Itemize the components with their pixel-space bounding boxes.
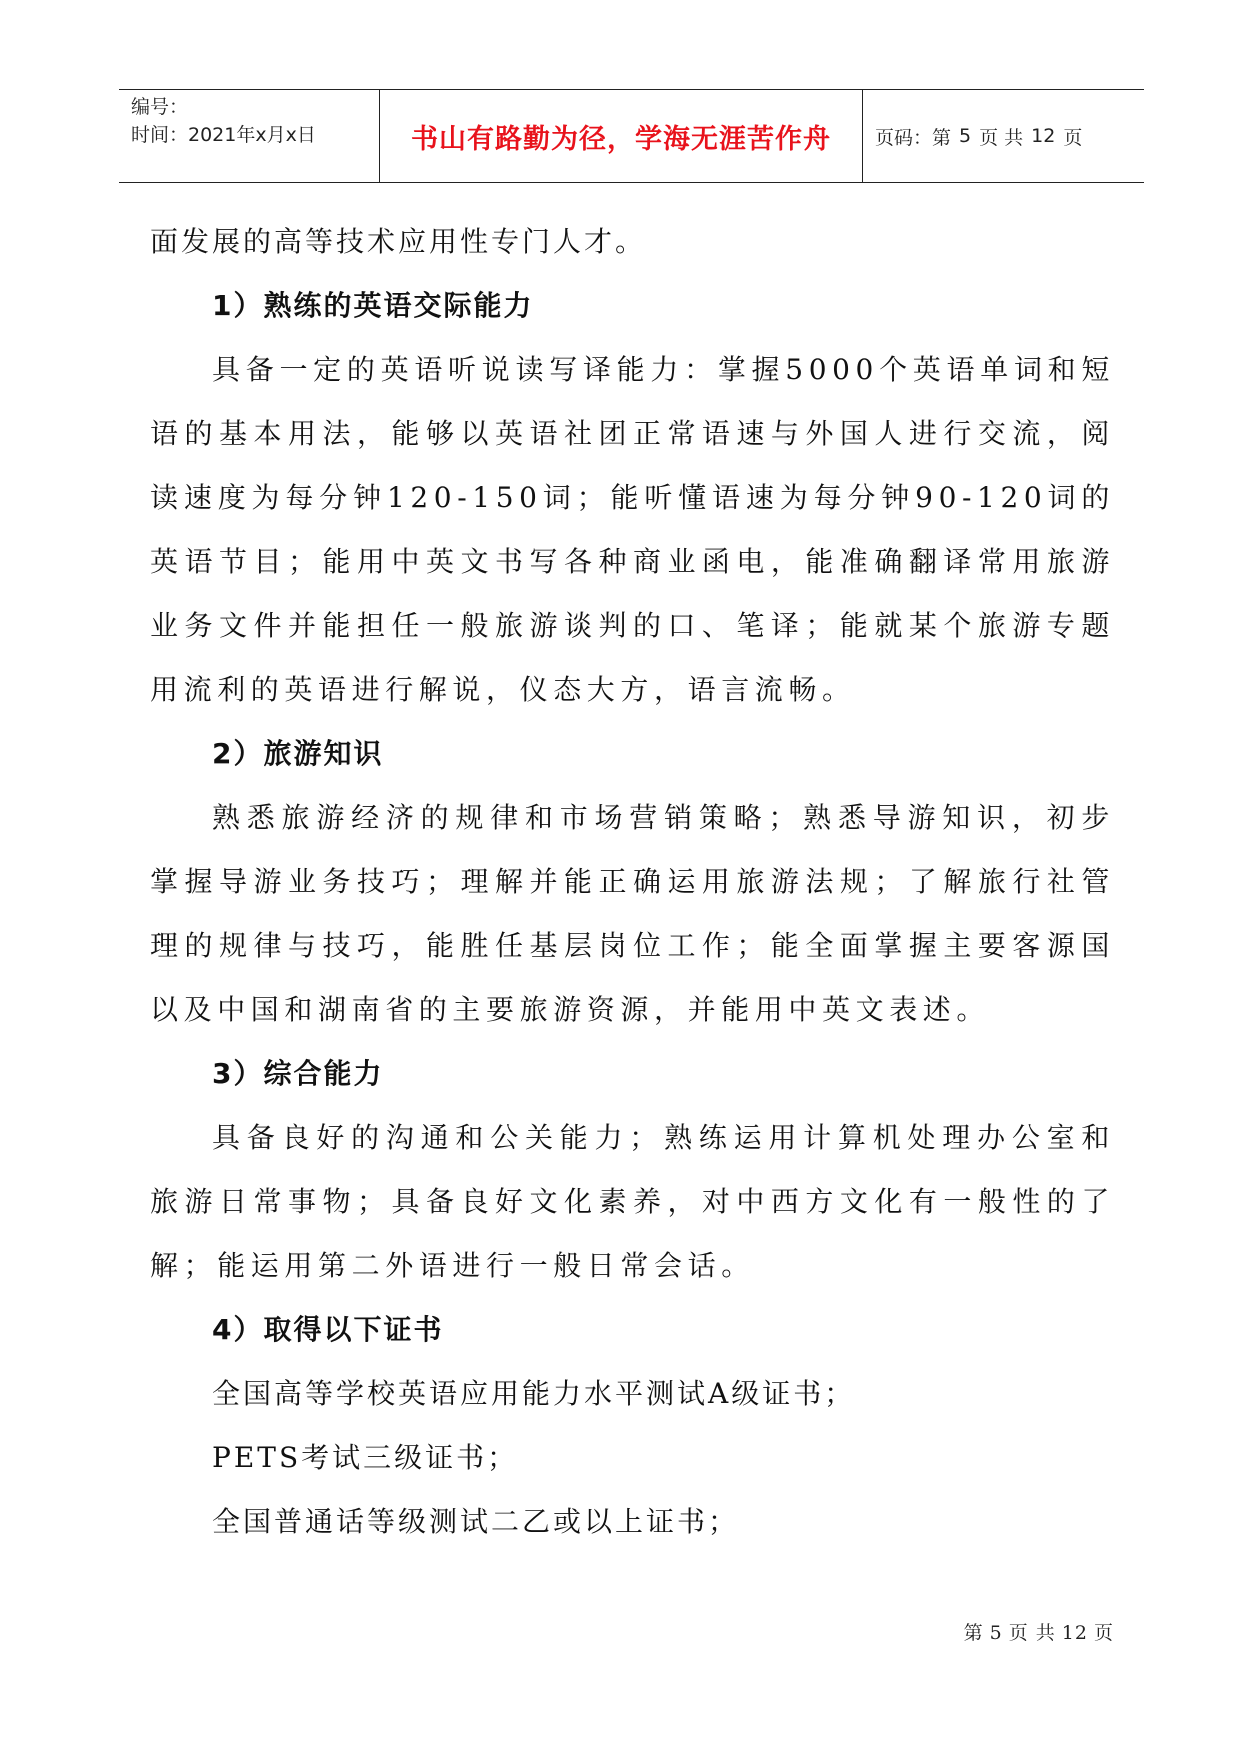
header-motto: 书山有路勤为径，学海无涯苦作舟: [411, 123, 831, 155]
page-footer: [964, 1618, 1114, 1645]
document-number-label: 编号：: [131, 96, 189, 118]
footer-page-total: 12: [1061, 1622, 1088, 1644]
document-body: [150, 210, 1115, 1554]
header-page-total: 12: [1031, 125, 1056, 147]
header-page-info: [863, 90, 1144, 182]
footer-suffix: 页: [1093, 1622, 1114, 1644]
header-page-prefix: 页码：第: [875, 126, 952, 149]
section-heading-tourism: 2）旅游知识: [212, 737, 384, 770]
paragraph-tourism: 熟悉旅游经济的规律和市场营销策略；熟悉导游知识，初步掌握导游业务技巧；理解并能正确运用旅游法规；了解旅行社管理的规律与技巧，能胜任基层岗位工作；能全面掌握主要客源国以及中国和湖南省的主要旅游资源，并能用中英文表述。: [150, 801, 1115, 1026]
footer-mid: 页 共: [1008, 1622, 1056, 1644]
header-page-suffix: 页: [1063, 126, 1083, 149]
header-page-number: 5: [959, 125, 972, 147]
intro-line: 面发展的高等技术应用性专门人才。: [150, 225, 647, 258]
section-heading-english: 1）熟练的英语交际能力: [212, 289, 534, 322]
header-meta: [119, 90, 380, 182]
certificate-item: 全国普通话等级测试二乙或以上证书；: [212, 1505, 740, 1538]
certificate-item: 全国高等学校英语应用能力水平测试A级证书；: [212, 1377, 856, 1410]
header-page-mid: 页 共: [979, 126, 1024, 149]
page-header: [119, 89, 1144, 183]
paragraph-english: 具备一定的英语听说读写译能力：掌握5000个英语单词和短语的基本用法，能够以英语社团正常语速与外国人进行交流，阅读速度为每分钟120-150词；能听懂语速为每分钟90-120词的英语节目；能用中英文书写各种商业函电，能准确翻译常用旅游业务文件并能担任一般旅游谈判的口、笔译；能就某个旅游专题用流利的英语进行解说，仪态大方，语言流畅。: [150, 353, 1115, 706]
certificate-item: PETS考试三级证书；: [212, 1441, 519, 1474]
document-time-label: 时间：2021年x月x日: [131, 124, 316, 146]
section-heading-comprehensive: 3）综合能力: [212, 1057, 384, 1090]
footer-page-number: 5: [989, 1622, 1003, 1644]
footer-prefix: 第: [963, 1622, 984, 1644]
header-motto-cell: [380, 90, 863, 182]
section-heading-certificates: 4）取得以下证书: [212, 1313, 444, 1346]
paragraph-comprehensive: 具备良好的沟通和公关能力；熟练运用计算机处理办公室和旅游日常事物；具备良好文化素养，对中西方文化有一般性的了解；能运用第二外语进行一般日常会话。: [150, 1121, 1115, 1282]
